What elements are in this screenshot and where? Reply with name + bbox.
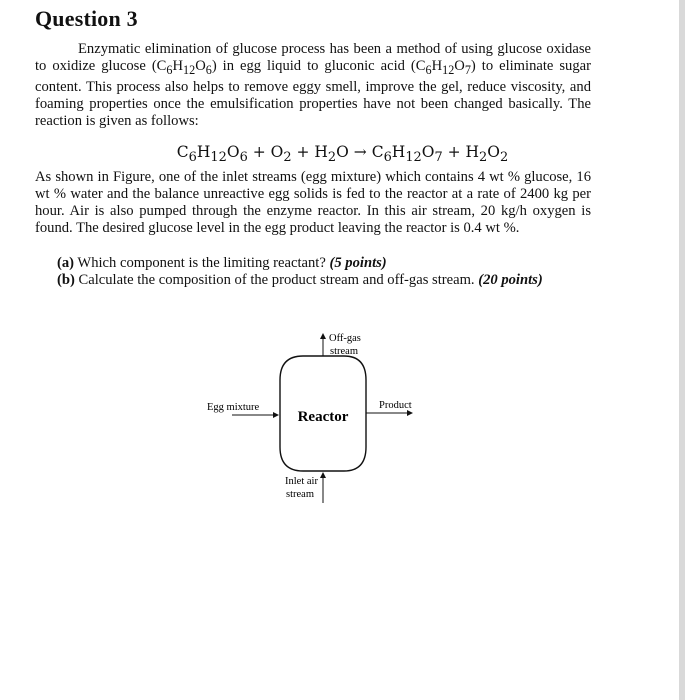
reactor-label: Reactor — [297, 409, 349, 425]
egg-mixture-label: Egg mixture — [207, 402, 260, 413]
offgas-label-1: Off-gas — [329, 333, 361, 344]
inlet-air-label-1: Inlet air — [285, 476, 318, 487]
question-title: Question 3 — [35, 6, 138, 31]
problem-paragraph: As shown in Figure, one of the inlet streams (egg mixture) which contains 4 wt % glucose, 16 wt % water and the balance unreactive egg solids is fed to the reactor at a rate of 2400 kg per hour. Air is also pumped through the enzyme reactor. In this air stream, 20 kg/h oxygen is found. The desired glucose level in the egg product leaving the reactor is 0.4 wt %. — [35, 169, 591, 236]
reaction-equation: $C_6H_{12}O_6 + O_2 + H_2O \to C_6H_{12}O_7 + H_2O_2$ — [176, 143, 509, 166]
question-a: (a) Which component is the limiting reactant? (5 points) — [57, 255, 387, 271]
intro-paragraph: Enzymatic elimination of glucose process has been a method of using glucose oxidase to oxidize glucose $(C_6H_{12}O_6)$ in egg liquid to gluconic acid $(C_6H_{12}O_7)$ to eliminate sugar content. This process also helps to remove eggy smell, improve the gel, reduce viscosity, and foaming properties once the emulsification properties have not been changed basically. The reaction is given as follows: — [35, 41, 591, 129]
offgas-label-2: stream — [330, 346, 358, 357]
question-b: (b) Calculate the composition of the product stream and off-gas stream. (20 points) — [57, 272, 543, 288]
product-label: Product — [379, 400, 412, 411]
inlet-air-label-2: stream — [286, 489, 314, 500]
